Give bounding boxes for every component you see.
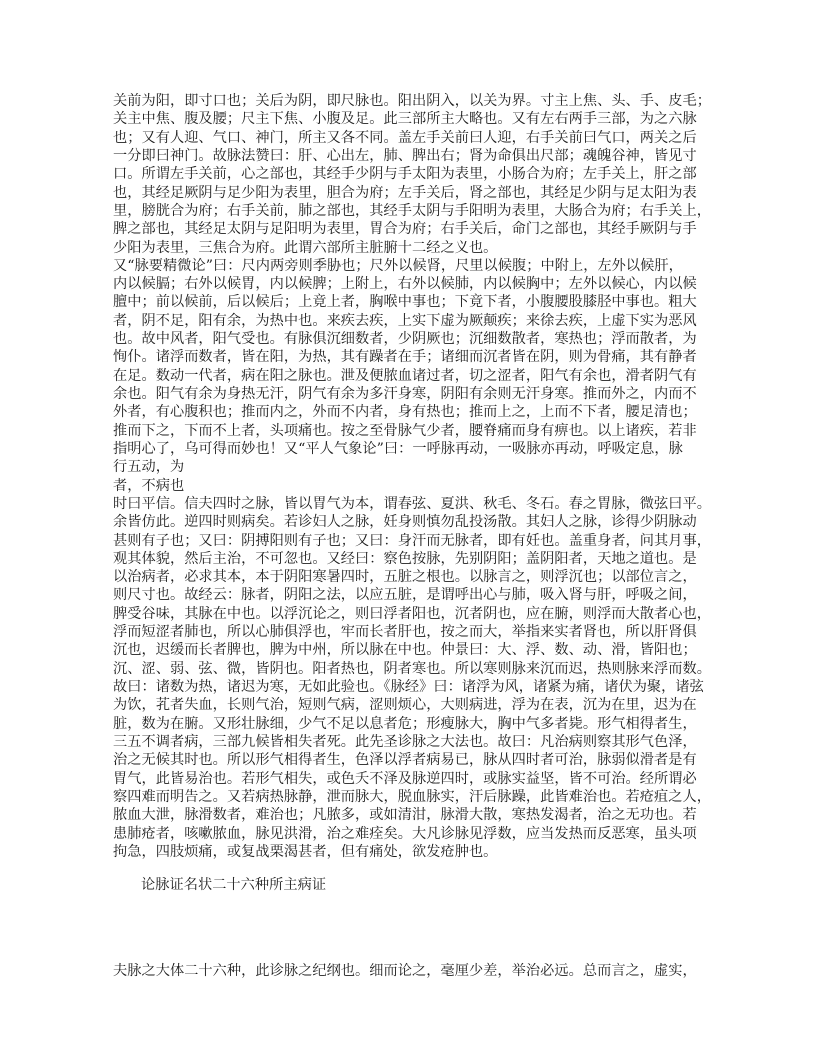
text-line: 内以候膈；右外以候胃，内以候脾；上附上，右外以候肺，内以候胸中；左外以候心，内以候 (113, 276, 697, 293)
text-line: 膻中；前以候前，后以候后；上竟上者，胸喉中事也；下竟下者，小腹腰股膝胫中事也。粗大 (113, 294, 697, 311)
text-line: 拘急，四肢烦痛，或复战栗渴甚者，但有痛处，欲发疮肿也。 (113, 843, 498, 860)
text-line: 甚则有子也；又曰：阴搏阳则有子也；又曰：身汗而无脉者，即有妊也。盖重身者，问其月事， (113, 532, 711, 549)
text-block (113, 92, 711, 981)
text-line: 患肺疮者，咳嗽脓血，脉见洪滑，治之难痊矣。大凡诊脉见浮数，应当发热而反恶寒，虽头项 (113, 825, 697, 842)
text-line: 推而下之，下而不上者，头项痛也。按之至骨脉气少者，腰脊痛而身有痹也。以上诸疾，若非 (113, 422, 697, 439)
text-line: 行五动，为 (113, 459, 185, 476)
text-line: 以治病者，必求其本，本于阴阳寒暑四时，五脏之根也。以脉言之，则浮沉也；以部位言之， (113, 569, 697, 586)
text-line: 在足。数动一代者，病在阳之脉也。泄及便脓血诸过者，切之涩者，阳气有余也，滑者阴气有 (113, 367, 697, 384)
text-line: 也。故中风者，阳气受也。有脉俱沉细数者，少阴厥也；沉细数散者，寒热也；浮而散者，为 (113, 331, 697, 348)
text-line: 沉也，迟缓而长者脾也，脾为中州，所以脉在中也。仲景曰：大、浮、数、动、滑，皆阳也； (113, 642, 697, 659)
text-line: 少阳为表里，三焦合为府。此谓六部所主脏腑十二经之义也。 (113, 239, 498, 256)
text-line: 脓血大泄，脉滑数者，难治也；凡脓多，或如清泔，脉滑大散，寒热发渴者，治之无功也。若 (113, 807, 697, 824)
section-heading (113, 876, 711, 894)
main-paragraph (113, 92, 711, 861)
text-line: 口。所谓左手关前，心之部也，其经手少阴与手太阳为表里，小肠合为府；左手关上，肝之部 (113, 166, 697, 183)
text-line: 恂仆。诸浮而数者，皆在阳，为热，其有躁者在手；诸细而沉者皆在阴，则为骨痛，其有静者 (113, 349, 697, 366)
text-line: 关前为阳，即寸口也；关后为阴，即尺脉也。阳出阴入，以关为界。寸主上焦、头、手、皮毛； (113, 93, 711, 109)
text-line: 观其体貌，然后主治，不可忽也。又经曰：察色按脉，先别阴阳；盖阴阳者，天地之道也。是 (113, 550, 697, 567)
text-line: 治之无候其时也。所以形气相得者生，色泽以浮者病易已，脉从四时者可治，脉弱似滑者是有 (113, 752, 697, 769)
text-line: 关主中焦、腹及腰；尺主下焦、小腹及足。此三部所主大略也。又有左右两手三部，为之六脉 (113, 111, 697, 128)
text-line: 者，阴不足，阳有余，为热中也。来疾去疾，上实下虚为厥颠疾；来徐去疾，上虚下实为恶风 (113, 312, 697, 329)
text-line: 也，其经足厥阴与足少阳为表里，胆合为府；左手关后，肾之部也，其经足少阴与足太阳为表 (113, 184, 697, 201)
text-line: 夫脉之大体二十六种，此诊脉之纪纲也。细而论之，毫厘少差，举治必远。总而言之，虚实， (113, 963, 697, 980)
text-line: 时曰平信。信夫四时之脉，皆以胃气为本，谓春弦、夏洪、秋毛、冬石。春之胃脉，微弦曰平。 (113, 495, 711, 512)
closing-paragraph (113, 962, 711, 980)
text-line: 论脉证名状二十六种所主病证 (141, 877, 327, 894)
text-line: 胃气，此皆易治也。若形气相失，或色夭不泽及脉逆四时，或脉实益坚，皆不可治。经所谓必 (113, 770, 697, 787)
text-line: 则尺寸也。故经云：脉者，阴阳之法，以应五脏，是谓呼出心与肺，吸入肾与肝，呼吸之间， (113, 587, 697, 604)
text-line: 沉、涩、弱、弦、微，皆阴也。阳者热也，阴者寒也。所以寒则脉来沉而迟，热则脉来浮而数。 (113, 660, 711, 677)
text-line: 浮而短涩者肺也，所以心肺俱浮也，牢而长者肝也，按之而大，举指来实者肾也，所以肝肾俱 (113, 624, 697, 641)
text-line: 者，不病也 (113, 477, 185, 494)
text-line: 脏，数为在腑。又形壮脉细，少气不足以息者危；形瘦脉大，胸中气多者毙。形气相得者生， (113, 715, 697, 732)
text-line: 一分即曰神门。故脉法赞曰：肝、心出左，肺、脾出右；肾为命俱出尺部；魂魄谷神，皆见寸 (113, 147, 697, 164)
text-line: 察四难而明告之。又若病热脉静，泄而脉大，脱血脉实，汗后脉躁，此皆难治也。若疮疽之人， (113, 788, 711, 805)
text-line: 余也。阳气有余为身热无汗，阴气有余为多汗身寒，阴阳有余则无汗身寒。推而外之，内而不 (113, 386, 697, 402)
text-line: 三五不调者病，三部九候皆相失者死。此先圣诊脉之大法也。故曰：凡治病则察其形气色泽， (113, 733, 697, 750)
text-line: 故曰：诸数为热，诸迟为寒，无如此验也。《脉经》曰：诸浮为风，诸紧为痛，诸伏为聚，诸弦 (113, 679, 704, 695)
text-line: 脾之部也，其经足太阴与足阳明为表里，胃合为府；右手关后，命门之部也，其经手厥阴与手 (113, 221, 697, 238)
text-line: 又“脉要精微论”曰：尺内两旁则季胁也；尺外以候肾，尺里以候腹；中附上，左外以候肝， (113, 257, 683, 274)
text-line: 指明心了，乌可得而妙也！又“平人气象论”曰：一呼脉再动，一吸脉亦再动，呼吸定息，脉 (113, 440, 683, 457)
text-line: 脾受谷味，其脉在中也。以浮沉论之，则曰浮者阳也，沉者阴也，应在腑，则浮而大散者心也， (113, 605, 711, 622)
text-line: 为饮，芤者失血，长则气治，短则气病，涩则烦心，大则病进，浮为在表，沉为在里，迟为在 (113, 697, 697, 714)
text-line: 余皆仿此。逆四时则病矣。若诊妇人之脉，妊身则慎勿乱投汤散。其妇人之脉，诊得少阴脉动 (113, 514, 697, 531)
text-line: 也；又有人迎、气口、神门，所主又各不同。盖左手关前曰人迎，右手关前曰气口，两关之后 (113, 129, 697, 146)
text-line: 里，膀胱合为府；右手关前，肺之部也，其经手太阴与手阳明为表里，大肠合为府；右手关上， (113, 202, 711, 219)
text-line: 外者，有心腹积也；推而内之，外而不内者，身有热也；推而上之，上而不下者，腰足清也； (113, 404, 697, 421)
